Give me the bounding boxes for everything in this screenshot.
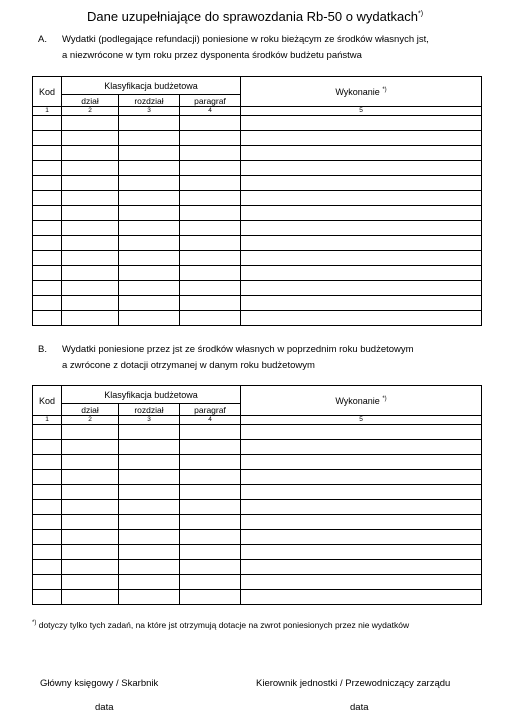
header-klasyfikacja: Klasyfikacja budżetowa — [62, 386, 241, 404]
table-cell[interactable] — [119, 191, 180, 206]
table-cell[interactable] — [33, 116, 62, 131]
table-cell[interactable] — [62, 311, 119, 326]
table-cell[interactable] — [241, 206, 482, 221]
table-cell[interactable] — [33, 545, 62, 560]
section-b-line2: a zwrócone z dotacji otrzymanej w danym roku budżetowym — [62, 360, 315, 371]
subheader-paragraf: paragraf — [180, 95, 241, 107]
table-cell[interactable] — [180, 575, 241, 590]
table-cell[interactable] — [119, 221, 180, 236]
table-a — [32, 76, 482, 326]
table-cell[interactable] — [119, 131, 180, 146]
table-cell[interactable] — [119, 530, 180, 545]
subheader-dzial: dział — [62, 404, 119, 416]
table-cell[interactable] — [119, 590, 180, 605]
table-cell[interactable] — [33, 440, 62, 455]
table-cell[interactable] — [241, 116, 482, 131]
header-kod: Kod — [33, 77, 62, 107]
table-cell[interactable] — [241, 176, 482, 191]
table-cell[interactable] — [180, 545, 241, 560]
table-cell[interactable] — [241, 161, 482, 176]
col-number-4: 4 — [180, 416, 241, 425]
table-cell[interactable] — [241, 296, 482, 311]
table-cell[interactable] — [62, 116, 119, 131]
table-cell[interactable] — [180, 266, 241, 281]
table-cell[interactable] — [119, 251, 180, 266]
header-klasyfikacja: Klasyfikacja budżetowa — [62, 77, 241, 95]
table-cell[interactable] — [180, 455, 241, 470]
table-cell[interactable] — [241, 221, 482, 236]
table-cell[interactable] — [119, 281, 180, 296]
table-cell[interactable] — [241, 440, 482, 455]
col-number-1: 1 — [33, 416, 62, 425]
table-cell[interactable] — [33, 191, 62, 206]
table-b — [32, 385, 482, 605]
col-number-3: 3 — [119, 107, 180, 116]
signature-left-date: data — [95, 702, 114, 713]
col-number-5: 5 — [241, 107, 482, 116]
subheader-dzial: dział — [62, 95, 119, 107]
table-cell[interactable] — [33, 311, 62, 326]
table-cell[interactable] — [180, 296, 241, 311]
table-cell[interactable] — [241, 425, 482, 440]
table-cell[interactable] — [241, 530, 482, 545]
section-a-description — [38, 32, 429, 64]
header-wykonanie-note: *) — [382, 86, 387, 93]
footnote — [32, 620, 409, 630]
page-title — [0, 9, 510, 24]
table-cell[interactable] — [62, 560, 119, 575]
table-cell[interactable] — [119, 470, 180, 485]
table-cell[interactable] — [180, 116, 241, 131]
subheader-rozdzial: rozdział — [119, 404, 180, 416]
table-cell[interactable] — [62, 575, 119, 590]
table-cell[interactable] — [33, 575, 62, 590]
table-cell[interactable] — [119, 236, 180, 251]
table-cell[interactable] — [33, 470, 62, 485]
table-cell[interactable] — [62, 221, 119, 236]
section-b-description — [38, 342, 414, 374]
table-cell[interactable] — [119, 266, 180, 281]
table-cell[interactable] — [119, 575, 180, 590]
section-a-letter: A. — [38, 34, 47, 45]
table-row — [33, 575, 482, 590]
table-cell[interactable] — [62, 440, 119, 455]
table-cell[interactable] — [62, 515, 119, 530]
table-a-header-row — [33, 77, 482, 95]
table-cell[interactable] — [62, 545, 119, 560]
table-row — [33, 146, 482, 161]
signature-right-title: Kierownik jednostki / Przewodniczący zarządu — [256, 678, 451, 689]
table-cell[interactable] — [180, 515, 241, 530]
table-cell[interactable] — [241, 281, 482, 296]
table-cell[interactable] — [180, 176, 241, 191]
table-cell[interactable] — [62, 530, 119, 545]
table-row — [33, 440, 482, 455]
table-row — [33, 455, 482, 470]
table-cell[interactable] — [33, 131, 62, 146]
col-number-2: 2 — [62, 416, 119, 425]
signature-left-title: Główny księgowy / Skarbnik — [40, 678, 159, 689]
table-row — [33, 425, 482, 440]
table-cell[interactable] — [62, 425, 119, 440]
table-row — [33, 206, 482, 221]
table-row — [33, 296, 482, 311]
table-cell[interactable] — [119, 296, 180, 311]
table-cell[interactable] — [33, 161, 62, 176]
table-cell[interactable] — [119, 161, 180, 176]
table-cell[interactable] — [241, 515, 482, 530]
table-cell[interactable] — [33, 266, 62, 281]
table-cell[interactable] — [119, 146, 180, 161]
table-cell[interactable] — [180, 485, 241, 500]
table-cell[interactable] — [241, 131, 482, 146]
table-cell[interactable] — [62, 251, 119, 266]
table-row — [33, 530, 482, 545]
table-cell[interactable] — [62, 470, 119, 485]
table-cell[interactable] — [119, 485, 180, 500]
subheader-paragraf: paragraf — [180, 404, 241, 416]
col-number-5: 5 — [241, 416, 482, 425]
table-cell[interactable] — [180, 221, 241, 236]
table-row — [33, 191, 482, 206]
table-cell[interactable] — [62, 236, 119, 251]
table-cell[interactable] — [180, 281, 241, 296]
table-cell[interactable] — [62, 281, 119, 296]
table-cell[interactable] — [119, 545, 180, 560]
table-cell[interactable] — [180, 590, 241, 605]
table-cell[interactable] — [241, 311, 482, 326]
table-cell[interactable] — [33, 485, 62, 500]
table-cell[interactable] — [241, 191, 482, 206]
table-cell[interactable] — [119, 425, 180, 440]
table-cell[interactable] — [62, 191, 119, 206]
header-wykonanie — [241, 386, 482, 416]
col-number-3: 3 — [119, 416, 180, 425]
table-cell[interactable] — [119, 206, 180, 221]
table-cell[interactable] — [180, 131, 241, 146]
table-row — [33, 281, 482, 296]
table-cell[interactable] — [241, 251, 482, 266]
header-wykonanie-note: *) — [382, 395, 387, 402]
table-row — [33, 500, 482, 515]
table-cell[interactable] — [62, 296, 119, 311]
header-kod: Kod — [33, 386, 62, 416]
table-cell[interactable] — [241, 575, 482, 590]
section-a-line1: Wydatki (podlegające refundacji) poniesione w roku bieżącym ze środków własnych jst, — [62, 34, 429, 45]
col-number-2: 2 — [62, 107, 119, 116]
table-cell[interactable] — [180, 470, 241, 485]
table-cell[interactable] — [180, 560, 241, 575]
table-cell[interactable] — [119, 116, 180, 131]
table-cell[interactable] — [180, 206, 241, 221]
table-cell[interactable] — [62, 266, 119, 281]
table-cell[interactable] — [62, 500, 119, 515]
table-cell[interactable] — [180, 191, 241, 206]
table-cell[interactable] — [241, 236, 482, 251]
col-number-1: 1 — [33, 107, 62, 116]
footnote-text: dotyczy tylko tych zadań, na które jst otrzymują dotacje na zwrot poniesionych przez nie wydatków — [38, 620, 410, 630]
table-cell[interactable] — [119, 176, 180, 191]
table-cell[interactable] — [33, 296, 62, 311]
header-wykonanie-label: Wykonanie — [335, 395, 380, 406]
section-a-line2: a niezwrócone w tym roku przez dysponenta środków budżetu państwa — [62, 50, 362, 61]
table-cell[interactable] — [62, 176, 119, 191]
footnote-marker: *) — [32, 620, 37, 627]
subheader-rozdzial: rozdział — [119, 95, 180, 107]
table-cell[interactable] — [241, 455, 482, 470]
table-row — [33, 176, 482, 191]
table-row — [33, 590, 482, 605]
table-cell[interactable] — [241, 470, 482, 485]
table-row — [33, 236, 482, 251]
header-wykonanie — [241, 77, 482, 107]
table-cell[interactable] — [33, 560, 62, 575]
table-cell[interactable] — [33, 281, 62, 296]
table-cell[interactable] — [119, 311, 180, 326]
table-cell[interactable] — [33, 530, 62, 545]
table-row — [33, 485, 482, 500]
table-b-header-row — [33, 386, 482, 404]
table-row — [33, 266, 482, 281]
table-cell[interactable] — [180, 440, 241, 455]
table-cell[interactable] — [180, 251, 241, 266]
table-a-number-row — [33, 107, 482, 116]
table-row — [33, 161, 482, 176]
title-note-marker: *) — [417, 10, 424, 18]
table-cell[interactable] — [241, 266, 482, 281]
title-text: Dane uzupełniające do sprawozdania Rb-50 o wydatkach — [86, 9, 418, 24]
table-cell[interactable] — [33, 425, 62, 440]
table-row — [33, 560, 482, 575]
table-row — [33, 131, 482, 146]
section-b-letter: B. — [38, 344, 47, 355]
table-cell[interactable] — [180, 425, 241, 440]
table-cell[interactable] — [241, 146, 482, 161]
table-b-number-row — [33, 416, 482, 425]
table-cell[interactable] — [33, 236, 62, 251]
table-cell[interactable] — [241, 485, 482, 500]
table-cell[interactable] — [33, 221, 62, 236]
table-cell[interactable] — [33, 500, 62, 515]
table-cell[interactable] — [180, 500, 241, 515]
table-cell[interactable] — [119, 440, 180, 455]
table-cell[interactable] — [62, 590, 119, 605]
header-wykonanie-label: Wykonanie — [335, 86, 380, 97]
table-row — [33, 251, 482, 266]
table-cell[interactable] — [62, 146, 119, 161]
table-cell[interactable] — [62, 161, 119, 176]
col-number-4: 4 — [180, 107, 241, 116]
table-cell[interactable] — [62, 206, 119, 221]
table-row — [33, 311, 482, 326]
table-row — [33, 515, 482, 530]
table-cell[interactable] — [180, 236, 241, 251]
table-cell[interactable] — [62, 131, 119, 146]
table-cell[interactable] — [33, 515, 62, 530]
table-cell[interactable] — [119, 560, 180, 575]
table-cell[interactable] — [119, 500, 180, 515]
table-cell[interactable] — [33, 146, 62, 161]
table-row — [33, 116, 482, 131]
table-cell[interactable] — [241, 500, 482, 515]
table-cell[interactable] — [33, 251, 62, 266]
table-cell[interactable] — [180, 311, 241, 326]
table-cell[interactable] — [62, 455, 119, 470]
table-cell[interactable] — [241, 545, 482, 560]
table-cell[interactable] — [119, 455, 180, 470]
table-cell[interactable] — [180, 146, 241, 161]
table-cell[interactable] — [119, 515, 180, 530]
table-cell[interactable] — [241, 590, 482, 605]
table-cell[interactable] — [33, 590, 62, 605]
table-cell[interactable] — [62, 485, 119, 500]
table-cell[interactable] — [180, 161, 241, 176]
table-cell[interactable] — [33, 176, 62, 191]
table-cell[interactable] — [241, 560, 482, 575]
signature-right-date: data — [350, 702, 369, 713]
table-row — [33, 545, 482, 560]
section-b-line1: Wydatki poniesione przez jst ze środków własnych w poprzednim roku budżetowym — [62, 344, 414, 355]
table-cell[interactable] — [180, 530, 241, 545]
table-cell[interactable] — [33, 206, 62, 221]
table-cell[interactable] — [33, 455, 62, 470]
table-row — [33, 470, 482, 485]
table-row — [33, 221, 482, 236]
